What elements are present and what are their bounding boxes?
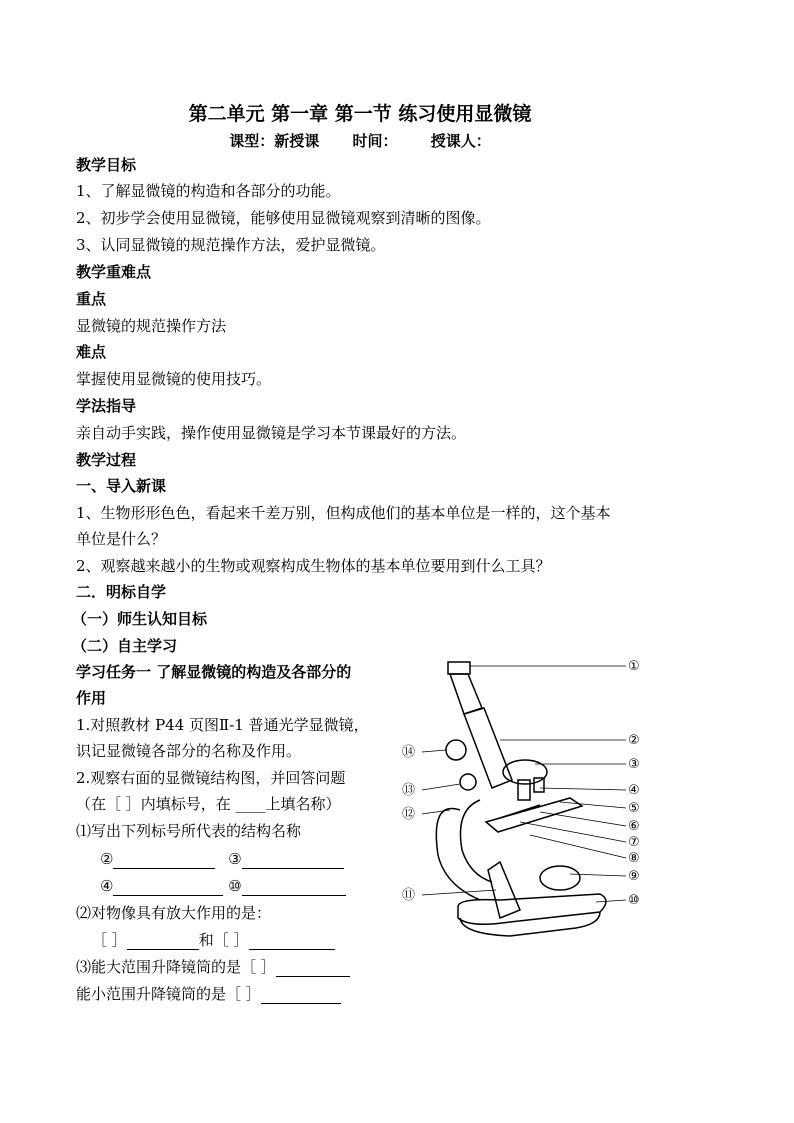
answer-blank[interactable] xyxy=(276,960,350,977)
answer-row xyxy=(100,876,346,896)
callout-12: ⑫ xyxy=(402,807,416,822)
task-item: 2.观察右面的显微镜结构图，并回答问题 xyxy=(76,769,346,787)
tube-upper-shape xyxy=(450,674,482,714)
difficulty-text: 掌握使用显微镜的使用技巧。 xyxy=(76,370,272,388)
stage-shape xyxy=(486,798,582,832)
question-3 xyxy=(76,957,350,977)
answer-blank[interactable] xyxy=(249,933,335,950)
label-2: ② xyxy=(100,850,114,868)
key-points-heading: 教学重难点 xyxy=(76,263,152,281)
time-label: 时间： xyxy=(352,132,398,150)
answer-bracket[interactable]: ［ ］ xyxy=(92,931,127,949)
answer-row xyxy=(100,849,344,869)
fine-knob-shape xyxy=(460,774,476,790)
answer-row xyxy=(92,930,335,950)
callout-9: ⑨ xyxy=(628,869,640,884)
answer-bracket[interactable]: 和［ ］ xyxy=(198,931,249,949)
question-3-cont xyxy=(76,984,341,1004)
callout-13: ⑬ xyxy=(402,783,416,798)
callout-10: ⑩ xyxy=(628,893,640,908)
callout-2: ② xyxy=(628,733,640,748)
callout-8: ⑧ xyxy=(628,851,640,866)
base-shape xyxy=(458,894,606,924)
answer-blank[interactable] xyxy=(113,852,215,869)
task-heading: 学习任务一 了解显微镜的构造及各部分的 xyxy=(76,663,352,681)
sub-heading: （一）师生认知目标 xyxy=(72,610,208,628)
process-heading: 教学过程 xyxy=(76,451,137,469)
part1-question-cont: 单位是什么？ xyxy=(76,530,167,548)
objective-item: 2、初步学会使用显微镜，能够使用显微镜观察到清晰的图像。 xyxy=(76,209,491,227)
callout-5: ⑤ xyxy=(628,801,640,816)
task-heading-cont: 作用 xyxy=(76,689,107,707)
label-3: ③ xyxy=(228,850,242,868)
microscope-figure xyxy=(400,650,650,950)
microscope-diagram xyxy=(400,650,650,950)
label-10: ⑩ xyxy=(228,877,242,895)
coarse-knob-shape xyxy=(446,740,466,760)
objectives-heading: 教学目标 xyxy=(76,156,137,174)
objective-item: 3、认同显微镜的规范操作方法，爱护显微镜。 xyxy=(76,236,386,254)
teacher-label: 授课人： xyxy=(430,132,491,150)
callout-1: ① xyxy=(628,659,640,674)
answer-blank[interactable] xyxy=(242,852,344,869)
task-item-cont: （在［ ］内填标号，在 ____上填名称） xyxy=(76,795,341,813)
objective-item: 1、了解显微镜的构造和各部分的功能。 xyxy=(76,182,341,200)
answer-blank[interactable] xyxy=(261,987,341,1004)
eyepiece-shape xyxy=(448,662,470,674)
difficulty-heading: 难点 xyxy=(76,343,107,361)
mirror-shape xyxy=(540,866,580,890)
study-guide-text: 亲自动手实践，操作使用显微镜是学习本节课最好的方法。 xyxy=(76,424,467,442)
question-2: ⑵对物像具有放大作用的是： xyxy=(76,904,272,922)
answer-blank[interactable] xyxy=(242,879,346,896)
page-title: 第二单元 第一章 第一节 练习使用显微镜 xyxy=(188,103,532,125)
callout-4: ④ xyxy=(628,783,640,798)
lesson-meta xyxy=(0,130,720,151)
course-type: 课型：新授课 xyxy=(229,132,320,150)
part1-question: 2、观察越来越小的生物或观察构成生物体的基本单位要用到什么工具？ xyxy=(76,557,551,575)
arm-shape xyxy=(436,808,480,900)
study-guide-heading: 学法指导 xyxy=(76,397,137,415)
part1-question: 1、生物形形色色，看起来千差万别，但构成他们的基本单位是一样的，这个基本 xyxy=(76,504,611,522)
callout-11: ⑪ xyxy=(402,888,416,903)
label-4: ④ xyxy=(100,877,114,895)
question-3-text: ⑶能大范围升降镜筒的是［ ］ xyxy=(76,958,276,976)
focus-heading: 重点 xyxy=(76,290,107,308)
task-item-cont: 识记显微镜各部分的名称及作用。 xyxy=(76,742,302,760)
callout-14: ⑭ xyxy=(402,745,416,760)
callout-3: ③ xyxy=(628,757,640,772)
clip-shape xyxy=(500,805,540,818)
callout-7: ⑦ xyxy=(628,835,640,850)
focus-text: 显微镜的规范操作方法 xyxy=(76,317,227,335)
sub-heading: （二）自主学习 xyxy=(72,637,178,655)
part2-heading: 二．明标自学 xyxy=(76,583,167,601)
answer-blank[interactable] xyxy=(127,933,199,950)
callout-6: ⑥ xyxy=(628,819,640,834)
answer-blank[interactable] xyxy=(113,879,223,896)
question-1: ⑴写出下列标号所代表的结构名称 xyxy=(76,822,302,840)
part1-heading: 一、导入新课 xyxy=(76,477,167,495)
question-3-text: 能小范围升降镜筒的是［ ］ xyxy=(76,985,261,1003)
task-item: 1.对照教材 P44 页图Ⅱ-1 普通光学显微镜， xyxy=(76,716,369,734)
